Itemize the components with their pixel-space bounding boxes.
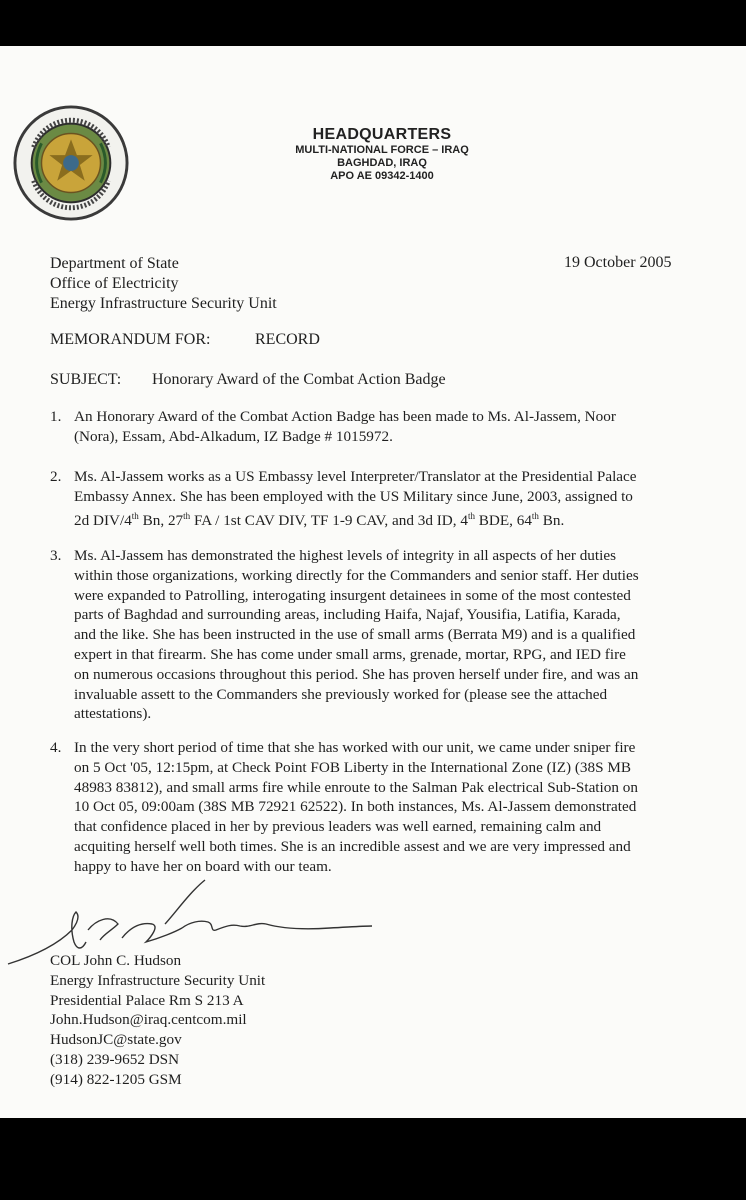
- signer-phone-dsn: (318) 239-9652 DSN: [50, 1050, 180, 1068]
- signer-phone-gsm: (914) 822-1205 GSM: [50, 1070, 182, 1088]
- paragraph-line: expert in that firearm. She has come under small arms, grenade, mortar, RPG, and IED fire: [74, 645, 626, 663]
- signature-block: [50, 951, 265, 1090]
- signer-email-2: HudsonJC@state.gov: [50, 1031, 182, 1049]
- signer-office: Presidential Palace Rm S 213 A: [50, 991, 244, 1009]
- paragraph-number: 2.: [50, 468, 62, 485]
- paragraph-line: invaluable assett to the Commanders she previously worked for (please see the attached: [74, 685, 608, 703]
- sender-line: Office of Electricity: [50, 275, 179, 292]
- sender-line: Energy Infrastructure Security Unit: [50, 295, 277, 312]
- paragraph-line: attestations).: [74, 705, 152, 723]
- paragraph-number: 1.: [50, 408, 62, 425]
- memo-document: [0, 46, 746, 1118]
- letterhead-line-3: APO AE 09342-1400: [330, 170, 434, 182]
- paragraph-line: within those organizations, working directly for the Commanders and senior staff. Her duties: [74, 566, 639, 584]
- paragraph-line: An Honorary Award of the Combat Action Badge has been made to Ms. Al-Jassem, Noor: [74, 408, 616, 425]
- paragraph-line: 10 Oct 05, 09:00am (38S MB 72921 62522). In both instances, Ms. Al-Jassem demonstrated: [74, 798, 637, 816]
- paragraph-line: parts of Baghdad and surrounding areas, including Haifa, Najaf, Yousifia, Latifia, Karada,: [74, 606, 621, 624]
- paragraph-line: on 5 Oct '05, 12:15pm, at Check Point FOB Liberty in the International Zone (IZ) (38S MB: [74, 758, 631, 776]
- paragraph-number: 4.: [50, 739, 62, 756]
- paragraph-line: 2d DIV/4th Bn, 27th FA / 1st CAV DIV, TF 1-9 CAV, and 3d ID, 4th BDE, 64th Bn.: [74, 510, 565, 529]
- paragraph-line: acquiting herself well both times. She is an incredible assest and we are very impressed and: [74, 837, 631, 855]
- paragraph-line: Ms. Al-Jassem has demonstrated the highest levels of integrity in all aspects of her duties: [74, 547, 616, 564]
- subject-value: Honorary Award of the Combat Action Badge: [152, 371, 446, 388]
- subject-line: [50, 371, 446, 389]
- subject-label: SUBJECT:: [50, 371, 122, 388]
- sender-block: [50, 254, 277, 314]
- paragraph-line: Embassy Annex. She has been employed with the US Military since June, 2003, assigned to: [74, 487, 633, 505]
- paragraph-line: In the very short period of time that she has worked with our unit, we came under sniper fire: [74, 739, 636, 756]
- memorandum-value: RECORD: [255, 331, 320, 348]
- paragraph-line: on numerous occasions throughout this period. She has proven herself under fire, and was an: [74, 665, 639, 683]
- letterhead: [262, 126, 502, 183]
- signer-email-1: John.Hudson@iraq.centcom.mil: [50, 1011, 247, 1029]
- paragraph-line: 48983 83812), and small arms fire while enroute to the Salman Pak electrical Sub-Station on: [74, 778, 638, 796]
- paragraph-line: and the like. She has been instructed in the use of small arms (Berrata M9) and is a qualified: [74, 626, 636, 644]
- letterhead-line-1: MULTI-NATIONAL FORCE – IRAQ: [295, 144, 469, 156]
- letterhead-title: HEADQUARTERS: [312, 126, 452, 143]
- letterhead-line-2: BAGHDAD, IRAQ: [337, 157, 427, 169]
- sender-line: Department of State: [50, 255, 179, 272]
- signer-unit: Energy Infrastructure Security Unit: [50, 971, 266, 989]
- memorandum-label: MEMORANDUM FOR:: [50, 331, 211, 348]
- paragraph-line: (Nora), Essam, Abd-Alkadum, IZ Badge # 1015972.: [74, 427, 393, 445]
- paragraph-line: happy to have her on board with our team.: [74, 857, 332, 875]
- paragraph-line: Ms. Al-Jassem works as a US Embassy level Interpreter/Translator at the Presidential Palace: [74, 468, 637, 485]
- signer-name: COL John C. Hudson: [50, 952, 182, 969]
- mnf-iraq-seal-icon: [12, 104, 130, 222]
- paragraph-line: were expanded to Patrolling, interogating insurgent detainees in some of the most contested: [74, 586, 631, 604]
- paragraph-line: that confidence placed in her by previous leaders was well earned, remaining calm and: [74, 818, 602, 836]
- memo-date: 19 October 2005: [564, 254, 672, 271]
- paragraph-number: 3.: [50, 547, 62, 564]
- memorandum-for: [50, 331, 320, 349]
